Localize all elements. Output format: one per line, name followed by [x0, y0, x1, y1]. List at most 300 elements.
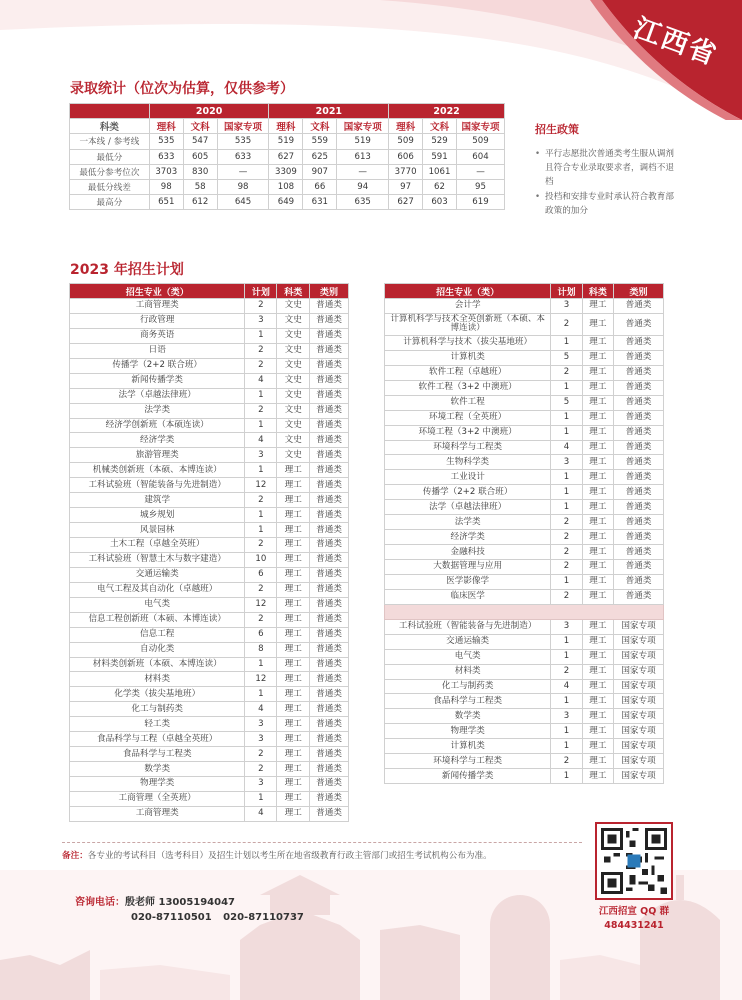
- stats-cell: 619: [456, 195, 504, 210]
- plan-category: 国家专项: [614, 709, 664, 724]
- plan-major: 经济学类: [385, 530, 551, 545]
- stats-cell: 547: [183, 134, 217, 149]
- plan-quota: 1: [551, 410, 582, 425]
- plan-major: 信息工程: [70, 627, 245, 642]
- plan-row: [385, 350, 664, 365]
- stats-cell: 535: [217, 134, 269, 149]
- plan-quota: 1: [551, 335, 582, 350]
- plan-category: 普通类: [614, 425, 664, 440]
- plan-row: [385, 440, 664, 455]
- plan-subject: 理工: [582, 395, 613, 410]
- plan-row: [385, 694, 664, 709]
- plan-category: 普通类: [310, 806, 349, 821]
- plan-major: 物理学类: [70, 777, 245, 792]
- plan-subject: 理工: [277, 552, 310, 567]
- plan-major: 法学类: [70, 403, 245, 418]
- plan-row: [70, 463, 349, 478]
- plan-quota: 3: [245, 732, 277, 747]
- plan-header-quota: 计划: [551, 284, 582, 299]
- plan-category: 普通类: [310, 299, 349, 314]
- plan-row: [385, 500, 664, 515]
- plan-major: 法学（卓越法律班）: [385, 500, 551, 515]
- plan-subject: 理工: [277, 747, 310, 762]
- plan-row: [385, 560, 664, 575]
- plan-quota: 1: [551, 694, 582, 709]
- stats-cell: 627: [269, 149, 303, 164]
- plan-major: 交通运输类: [385, 634, 551, 649]
- plan-row: [385, 545, 664, 560]
- plan-major: 建筑学: [70, 493, 245, 508]
- note-divider: [62, 842, 582, 843]
- stats-cell: 62: [423, 179, 457, 194]
- plan-major: 风景园林: [70, 523, 245, 538]
- plan-category: 普通类: [614, 313, 664, 335]
- plan-section-divider-cell: [385, 604, 664, 619]
- plan-quota: 4: [245, 373, 277, 388]
- consult-label: 咨询电话：: [75, 897, 125, 908]
- plan-major: 工科试验班（智能装备与先进制造）: [385, 619, 551, 634]
- plan-row: [70, 433, 349, 448]
- plan-row: [385, 724, 664, 739]
- plan-major: 食品科学与工程（卓越全英班）: [70, 732, 245, 747]
- stats-cell: 58: [183, 179, 217, 194]
- plan-category: 普通类: [614, 500, 664, 515]
- plan-quota: 8: [245, 642, 277, 657]
- plan-major: 软件工程（3+2 中澳班）: [385, 380, 551, 395]
- plan-quota: 2: [245, 538, 277, 553]
- plan-row: [70, 493, 349, 508]
- plan-quota: 4: [245, 702, 277, 717]
- plan-major: 交通运输类: [70, 567, 245, 582]
- stats-cell: 591: [423, 149, 457, 164]
- plan-quota: 1: [551, 380, 582, 395]
- plan-major: 电气类: [70, 597, 245, 612]
- plan-subject: 文史: [277, 403, 310, 418]
- plan-major: 工业设计: [385, 470, 551, 485]
- plan-row: [385, 649, 664, 664]
- plan-subject: 理工: [277, 702, 310, 717]
- plan-category: 国家专项: [614, 634, 664, 649]
- plan-subject: 理工: [582, 589, 613, 604]
- qr-code[interactable]: [595, 822, 673, 900]
- stats-cell: 509: [456, 134, 504, 149]
- plan-subject: 理工: [277, 538, 310, 553]
- plan-major: 环境科学与工程类: [385, 754, 551, 769]
- plan-category: 普通类: [310, 762, 349, 777]
- plan-subject: 理工: [277, 612, 310, 627]
- plan-quota: 2: [245, 403, 277, 418]
- plan-subject: 理工: [582, 649, 613, 664]
- plan-major: 工科试验班（智慧土木与数字建造）: [70, 552, 245, 567]
- plan-major: 环境科学与工程类: [385, 440, 551, 455]
- plan-quota: 1: [551, 634, 582, 649]
- stats-cell: 97: [389, 179, 423, 194]
- plan-category: 普通类: [614, 395, 664, 410]
- plan-category: 普通类: [310, 328, 349, 343]
- plan-quota: 2: [245, 299, 277, 314]
- stats-cell: 613: [337, 149, 389, 164]
- plan-category: 普通类: [310, 523, 349, 538]
- plan-quota: 2: [245, 582, 277, 597]
- stats-cell: 108: [269, 179, 303, 194]
- plan-major: 数学类: [385, 709, 551, 724]
- plan-row: [385, 769, 664, 784]
- plan-row: [70, 806, 349, 821]
- stats-cell: 1061: [423, 164, 457, 179]
- stats-cell: —: [456, 164, 504, 179]
- plan-category: 普通类: [310, 747, 349, 762]
- plan-subject: 文史: [277, 358, 310, 373]
- stats-cell: 606: [389, 149, 423, 164]
- plan-subject: 理工: [582, 739, 613, 754]
- plan-major: 医学影像学: [385, 574, 551, 589]
- plan-major: 法学（卓越法律班）: [70, 388, 245, 403]
- plan-row: [70, 717, 349, 732]
- plan-category: 普通类: [614, 440, 664, 455]
- plan-row: [70, 508, 349, 523]
- plan-subject: 理工: [277, 732, 310, 747]
- plan-subject: 理工: [582, 754, 613, 769]
- plan-row: [70, 358, 349, 373]
- plan-quota: 6: [245, 627, 277, 642]
- stats-cell: 625: [303, 149, 337, 164]
- plan-major: 工商管理类: [70, 806, 245, 821]
- plan-header-category: 类别: [310, 284, 349, 299]
- plan-row: [70, 343, 349, 358]
- plan-category: 普通类: [310, 582, 349, 597]
- plan-quota: 2: [551, 589, 582, 604]
- plan-quota: 1: [551, 500, 582, 515]
- plan-category: 普通类: [614, 530, 664, 545]
- stats-column-header: 理科: [269, 119, 303, 134]
- plan-header-category: 类别: [614, 284, 664, 299]
- stats-cell: 651: [149, 195, 183, 210]
- plan-row: [385, 530, 664, 545]
- plan-table-right: [384, 283, 664, 784]
- stats-cell: —: [337, 164, 389, 179]
- plan-quota: 12: [245, 672, 277, 687]
- plan-quota: 3: [245, 313, 277, 328]
- stats-cell: 95: [456, 179, 504, 194]
- plan-subject: 理工: [277, 791, 310, 806]
- plan-row: [70, 687, 349, 702]
- plan-quota: 2: [245, 612, 277, 627]
- plan-category: 普通类: [310, 627, 349, 642]
- plan-header-major: 招生专业（类）: [385, 284, 551, 299]
- plan-quota: 1: [245, 523, 277, 538]
- plan-row: [70, 538, 349, 553]
- footnote: [62, 849, 492, 861]
- plan-category: 普通类: [310, 732, 349, 747]
- plan-row: [385, 425, 664, 440]
- plan-row: [70, 642, 349, 657]
- plan-major: 自动化类: [70, 642, 245, 657]
- stats-cell: 605: [183, 149, 217, 164]
- plan-major: 计算机科学与技术（拔尖基地班）: [385, 335, 551, 350]
- plan-row: [385, 470, 664, 485]
- plan-quota: 1: [551, 485, 582, 500]
- plan-category: 普通类: [614, 455, 664, 470]
- plan-category: 普通类: [310, 642, 349, 657]
- plan-major: 计算机类: [385, 739, 551, 754]
- plan-category: 国家专项: [614, 724, 664, 739]
- plan-subject: 理工: [582, 634, 613, 649]
- plan-subject: 理工: [582, 619, 613, 634]
- plan-major: 大数据管理与应用: [385, 560, 551, 575]
- plan-quota: 1: [551, 470, 582, 485]
- stats-row: [70, 134, 505, 149]
- plan-quota: 3: [245, 777, 277, 792]
- plan-row: [385, 485, 664, 500]
- plan-category: 普通类: [614, 365, 664, 380]
- stats-cell: 603: [423, 195, 457, 210]
- plan-quota: 4: [551, 679, 582, 694]
- plan-major: 法学类: [385, 515, 551, 530]
- plan-major: 电气类: [385, 649, 551, 664]
- plan-category: 普通类: [310, 567, 349, 582]
- plan-category: 普通类: [310, 702, 349, 717]
- plan-row: [70, 777, 349, 792]
- plan-category: 普通类: [614, 299, 664, 314]
- admission-stats-table: [69, 103, 505, 210]
- plan-row: [70, 672, 349, 687]
- stats-cell: 3770: [389, 164, 423, 179]
- stats-cell: 535: [149, 134, 183, 149]
- plan-subject: 文史: [277, 299, 310, 314]
- plan-subject: 理工: [277, 657, 310, 672]
- plan-category: 普通类: [310, 687, 349, 702]
- plan-subject: 理工: [582, 425, 613, 440]
- plan-major: 物理学类: [385, 724, 551, 739]
- plan-quota: 1: [245, 388, 277, 403]
- plan-major: 环境工程（3+2 中澳班）: [385, 425, 551, 440]
- plan-quota: 2: [551, 664, 582, 679]
- stats-column-header: 理科: [389, 119, 423, 134]
- plan-major: 经济学类: [70, 433, 245, 448]
- plan-major: 旅游管理类: [70, 448, 245, 463]
- stats-row: [70, 164, 505, 179]
- plan-major: 电气工程及其自动化（卓越班）: [70, 582, 245, 597]
- plan-quota: 1: [245, 328, 277, 343]
- plan-category: 普通类: [310, 493, 349, 508]
- plan-row: [385, 634, 664, 649]
- plan-category: 普通类: [614, 410, 664, 425]
- plan-table-left: [69, 283, 349, 822]
- policy-item: • 投档和安排专业时承认符合教育部政策的加分: [535, 190, 675, 218]
- plan-row: [70, 747, 349, 762]
- plan-quota: 4: [245, 806, 277, 821]
- plan-quota: 1: [551, 649, 582, 664]
- stats-row-label: 最低分: [70, 149, 150, 164]
- plan-subject: 文史: [277, 433, 310, 448]
- plan-row: [70, 567, 349, 582]
- stats-row: [70, 179, 505, 194]
- plan-quota: 3: [551, 709, 582, 724]
- stats-cell: 529: [423, 134, 457, 149]
- plan-subject: 理工: [277, 672, 310, 687]
- stats-cell: 509: [389, 134, 423, 149]
- plan-category: 普通类: [310, 717, 349, 732]
- plan-major: 传播学（2+2 联合班）: [385, 485, 551, 500]
- stats-cell: 3309: [269, 164, 303, 179]
- plan-header-major: 招生专业（类）: [70, 284, 245, 299]
- stats-row-label: 一本线 / 参考线: [70, 134, 150, 149]
- plan-category: 普通类: [310, 313, 349, 328]
- plan-subject: 理工: [582, 515, 613, 530]
- contact-person: 殷老师 13005194047: [125, 897, 236, 908]
- plan-quota: 4: [551, 440, 582, 455]
- plan-major: 轻工类: [70, 717, 245, 732]
- plan-subject: 文史: [277, 343, 310, 358]
- plan-category: 普通类: [310, 343, 349, 358]
- plan-quota: 5: [551, 350, 582, 365]
- plan-category: 普通类: [614, 515, 664, 530]
- plan-quota: 1: [245, 791, 277, 806]
- stats-row-label: 最低分线差: [70, 179, 150, 194]
- plan-category: 普通类: [310, 448, 349, 463]
- plan-category: 普通类: [310, 791, 349, 806]
- plan-category: 普通类: [310, 672, 349, 687]
- plan-major: 数学类: [70, 762, 245, 777]
- plan-category: 普通类: [310, 403, 349, 418]
- plan-major: 土木工程（卓越全英班）: [70, 538, 245, 553]
- plan-subject: 理工: [582, 530, 613, 545]
- plan-category: 普通类: [310, 433, 349, 448]
- plan-row: [385, 709, 664, 724]
- plan-subject: 理工: [582, 313, 613, 335]
- plan-subject: 文史: [277, 418, 310, 433]
- plan-header-subject: 科类: [277, 284, 310, 299]
- plan-subject: 理工: [277, 493, 310, 508]
- plan-major: 信息工程创新班（本硕、本博连读）: [70, 612, 245, 627]
- stats-cell: 612: [183, 195, 217, 210]
- plan-subject: 理工: [277, 717, 310, 732]
- province-label: 江西省: [629, 12, 722, 72]
- plan-row: [70, 762, 349, 777]
- plan-subject: 理工: [277, 597, 310, 612]
- plan-subject: 文史: [277, 373, 310, 388]
- plan-subject: 理工: [582, 500, 613, 515]
- plan-quota: 2: [551, 545, 582, 560]
- stats-column-header: 国家专项: [337, 119, 389, 134]
- plan-subject: 理工: [277, 687, 310, 702]
- plan-quota: 1: [245, 687, 277, 702]
- plan-row: [70, 657, 349, 672]
- year-corner: [70, 104, 150, 119]
- stats-cell: 66: [303, 179, 337, 194]
- plan-major: 食品科学与工程类: [70, 747, 245, 762]
- plan-subject: 理工: [277, 567, 310, 582]
- plan-quota: 2: [245, 358, 277, 373]
- plan-category: 普通类: [310, 478, 349, 493]
- plan-major: 化工与制药类: [385, 679, 551, 694]
- consult-phones: 020-87110501 020-87110737: [131, 912, 304, 923]
- plan-category: 普通类: [310, 358, 349, 373]
- plan-category: 普通类: [310, 508, 349, 523]
- plan-row: [385, 365, 664, 380]
- plan-row: [70, 403, 349, 418]
- plan-quota: 2: [551, 754, 582, 769]
- plan-category: 普通类: [614, 335, 664, 350]
- plan-row: [70, 732, 349, 747]
- stats-cell: 98: [217, 179, 269, 194]
- plan-row: [70, 448, 349, 463]
- plan-major: 商务英语: [70, 328, 245, 343]
- plan-quota: 3: [551, 619, 582, 634]
- stats-cell: 519: [337, 134, 389, 149]
- plan-subject: 理工: [582, 335, 613, 350]
- plan-quota: 12: [245, 597, 277, 612]
- stats-cell: 633: [217, 149, 269, 164]
- plan-row: [385, 664, 664, 679]
- plan-quota: 1: [245, 657, 277, 672]
- plan-subject: 理工: [582, 350, 613, 365]
- stats-column-header: 文科: [423, 119, 457, 134]
- stats-cell: 830: [183, 164, 217, 179]
- plan-major: 传播学（2+2 联合班）: [70, 358, 245, 373]
- plan-quota: 6: [245, 567, 277, 582]
- stats-cell: 559: [303, 134, 337, 149]
- note-text: 各专业的考试科目（选考科目）及招生计划以考生所在地省级教育行政主管部门或招生考试机构公布为准。: [87, 851, 492, 861]
- plan-major: 生物科学类: [385, 455, 551, 470]
- plan-subject: 理工: [582, 709, 613, 724]
- plan-quota: 2: [245, 762, 277, 777]
- plan-subject: 理工: [582, 410, 613, 425]
- plan-subject: 理工: [277, 642, 310, 657]
- plan-subject: 理工: [582, 455, 613, 470]
- plan-major: 计算机类: [385, 350, 551, 365]
- stats-column-header: 科类: [70, 119, 150, 134]
- plan-quota: 1: [551, 425, 582, 440]
- plan-subject: 理工: [277, 582, 310, 597]
- plan-subject: 理工: [277, 508, 310, 523]
- plan-quota: 2: [245, 747, 277, 762]
- plan-subject: 理工: [277, 463, 310, 478]
- plan-major: 材料类: [70, 672, 245, 687]
- plan-major: 工科试验班（智能装备与先进制造）: [70, 478, 245, 493]
- plan-quota: 1: [551, 769, 582, 784]
- stats-column-header: 文科: [183, 119, 217, 134]
- plan-category: 普通类: [310, 777, 349, 792]
- stats-cell: —: [217, 164, 269, 179]
- note-label: 备注：: [62, 851, 88, 861]
- plan-row: [70, 612, 349, 627]
- plan-subject: 理工: [582, 470, 613, 485]
- plan-category: 普通类: [614, 589, 664, 604]
- plan-row: [385, 589, 664, 604]
- stats-cell: 631: [303, 195, 337, 210]
- plan-quota: 1: [551, 724, 582, 739]
- stats-cell: 3703: [149, 164, 183, 179]
- year-header: 2021: [269, 104, 389, 119]
- plan-major: 行政管理: [70, 313, 245, 328]
- plan-major: 新闻传播学类: [70, 373, 245, 388]
- stats-cell: 519: [269, 134, 303, 149]
- plan-category: 国家专项: [614, 754, 664, 769]
- year-header: 2020: [149, 104, 269, 119]
- plan-major: 化学类（拔尖基地班）: [70, 687, 245, 702]
- consult-block: [75, 893, 235, 913]
- plan-category: 普通类: [310, 463, 349, 478]
- plan-row: [70, 791, 349, 806]
- plan-subject: 理工: [582, 380, 613, 395]
- qq-number: 484431241: [604, 920, 664, 931]
- plan-quota: 12: [245, 478, 277, 493]
- plan-row: [385, 313, 664, 335]
- plan-category: 国家专项: [614, 694, 664, 709]
- plan-quota: 2: [551, 560, 582, 575]
- plan-major: 环境工程（全英班）: [385, 410, 551, 425]
